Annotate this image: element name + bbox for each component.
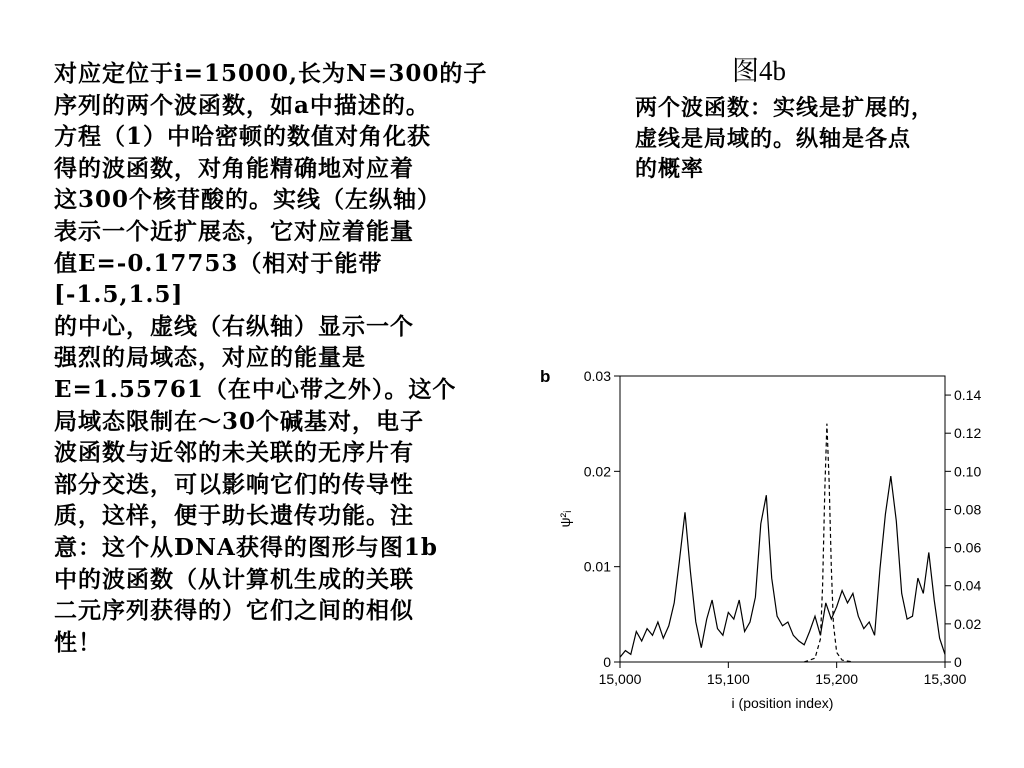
x-tick-label: 15,200 <box>815 671 859 687</box>
panel-label: b <box>540 367 551 386</box>
wavefunction-chart <box>530 360 1000 730</box>
y-left-tick-label: 0.03 <box>583 368 611 384</box>
y-right-tick-label: 0.04 <box>954 577 982 594</box>
figure-caption: 两个波函数：实线是扩展的， 虚线是局域的。纵轴是各点 的概率 <box>635 95 935 182</box>
y-right-tick-label: 0.06 <box>954 539 982 556</box>
y-right-tick-label: 0.08 <box>954 501 982 518</box>
y-left-tick-label: 0.01 <box>583 558 611 575</box>
chart-svg <box>530 360 1000 730</box>
y-right-tick-label: 0.12 <box>954 425 982 442</box>
y-right-tick-label: 0.02 <box>954 615 982 632</box>
y-right-tick-label: 0 <box>954 654 962 670</box>
x-tick-label: 15,300 <box>923 671 967 687</box>
x-tick-label: 15,000 <box>598 671 642 687</box>
series-line-extended <box>620 476 945 657</box>
y-left-tick-label: 0.02 <box>583 463 611 480</box>
y-right-tick-label: 0.14 <box>954 387 982 404</box>
y-axis-label-left: ψ²ᵢ <box>557 510 573 528</box>
figure-title: 图4b <box>732 56 786 86</box>
description-text: 对应定位于i=15000,长为N=300的子 序列的两个波函数，如a中描述的。 方程（1）中哈密顿的数值对角化获 得的波函数，对角能精确地对应着 这300个核苷酸的。实线（左纵轴） 表示一个近扩展态，它对应着能量 值E=-0.17753（相对于能带[-1.5,1.5] 的中心，虚线（右纵轴）显示一个 强烈的局域态，对应的能量是 E=1.55761（在中心带之外）。这个 局域态限制在～30个碱基对，电子 波函数与近邻的未关联的无序片有 部分交迭，可以影响它们的传导性 质，这样，便于助长遗传功能。注 意：这个从DNA获得的图形与图1b 中的波函数（从计算机生成的关联 二元序列获得的）它们之间的相似 性！ <box>54 60 488 656</box>
x-axis-label: i (position index) <box>731 695 834 711</box>
y-left-tick-label: 0 <box>603 654 611 670</box>
y-right-tick-label: 0.10 <box>954 463 982 480</box>
x-tick-label: 15,100 <box>706 671 750 687</box>
